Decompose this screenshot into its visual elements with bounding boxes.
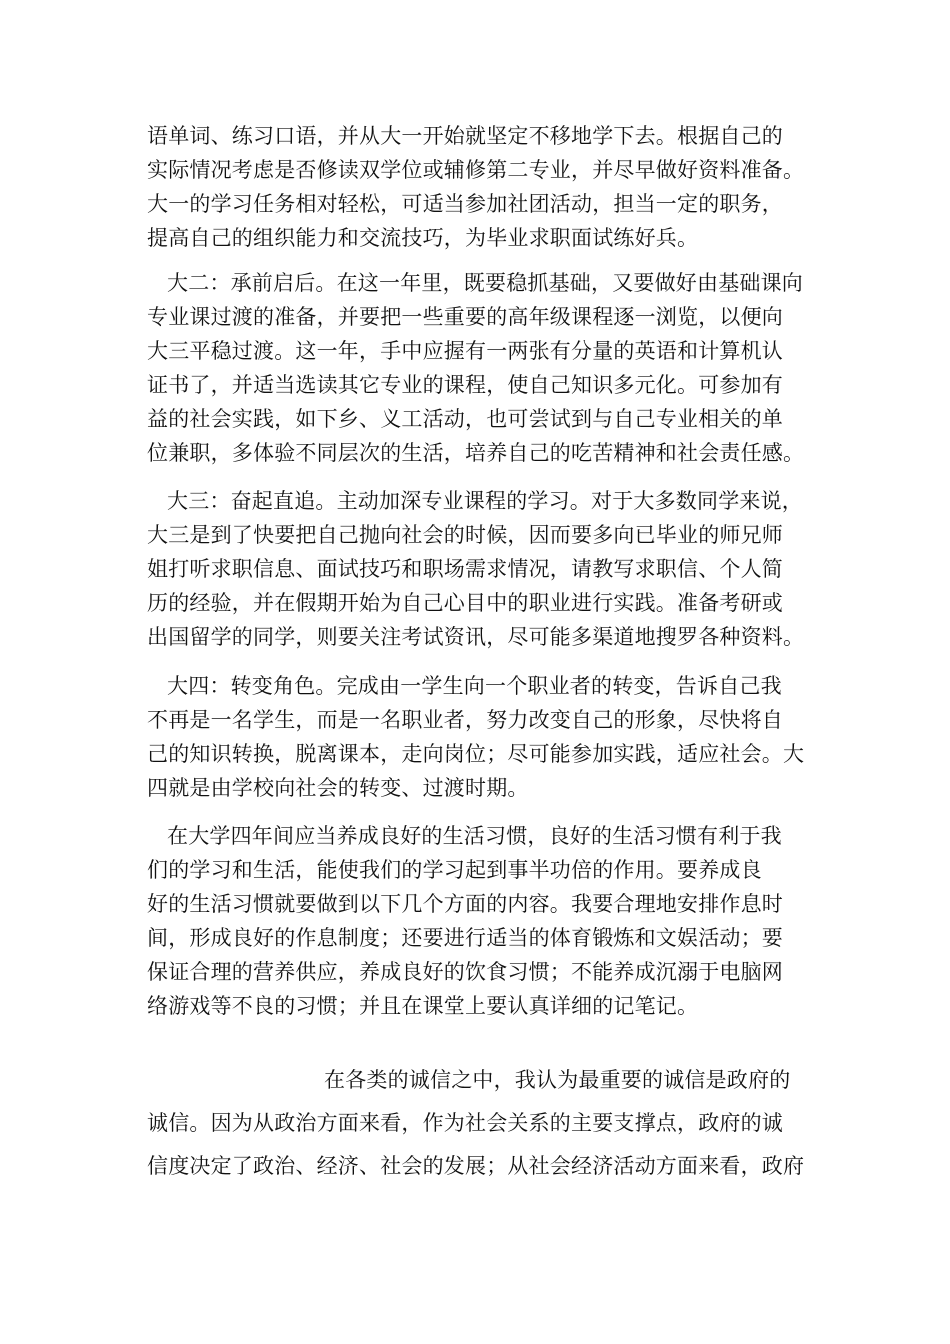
text-line: 四就是由学校向社会的转变、过渡时期。 — [147, 776, 529, 800]
text-line: 不再是一名学生，而是一名职业者，努力改变自己的形象，尽快将自 — [147, 708, 783, 732]
text-line: 诚信。因为从政治方面来看，作为社会关系的主要支撑点，政府的诚 — [147, 1111, 783, 1135]
text-line: 出国留学的同学，则要关注考试资讯，尽可能多渠道地搜罗各种资料。 — [147, 625, 805, 649]
text-line: 好的生活习惯就要做到以下几个方面的内容。我要合理地安排作息时 — [147, 892, 783, 916]
text-line: 大一的学习任务相对轻松，可适当参加社团活动，担当一定的职务， — [147, 192, 783, 216]
text-line: 大四：转变角色。完成由一学生向一个职业者的转变，告诉自己我 — [167, 674, 782, 698]
text-line: 位兼职，多体验不同层次的生活，培养自己的吃苦精神和社会责任感。 — [147, 441, 805, 465]
text-line: 专业课过渡的准备，并要把一些重要的高年级课程逐一浏览，以便向 — [147, 305, 783, 329]
text-line: 信度决定了政治、经济、社会的发展；从社会经济活动方面来看，政府 — [147, 1154, 805, 1178]
text-line: 们的学习和生活，能使我们的学习起到事半功倍的作用。要养成良 — [147, 858, 762, 882]
text-line: 姐打听求职信息、面试技巧和职场需求情况，请教写求职信、个人简 — [147, 557, 783, 581]
text-line: 络游戏等不良的习惯；并且在课堂上要认真详细的记笔记。 — [147, 994, 699, 1018]
text-line: 己的知识转换，脱离课本，走向岗位；尽可能参加实践，适应社会。大 — [147, 742, 805, 766]
text-line: 证书了，并适当选读其它专业的课程，使自己知识多元化。可参加有 — [147, 373, 783, 397]
text-line: 益的社会实践，如下乡、义工活动，也可尝试到与自己专业相关的单 — [147, 407, 783, 431]
text-line: 间，形成良好的作息制度；还要进行适当的体育锻炼和文娱活动；要 — [147, 926, 783, 950]
text-line: 大二：承前启后。在这一年里，既要稳抓基础，又要做好由基础课向 — [167, 271, 803, 295]
text-line: 实际情况考虑是否修读双学位或辅修第二专业，并尽早做好资料准备。 — [147, 158, 805, 182]
text-line: 历的经验，并在假期开始为自己心目中的职业进行实践。准备考研或 — [147, 591, 783, 615]
text-line: 保证合理的营养供应，养成良好的饮食习惯；不能养成沉溺于电脑网 — [147, 960, 783, 984]
text-line: 在各类的诚信之中，我认为最重要的诚信是政府的 — [324, 1068, 791, 1092]
text-line: 大三：奋起直追。主动加深专业课程的学习。对于大多数同学来说， — [167, 489, 803, 513]
text-line: 大三是到了快要把自己抛向社会的时候，因而要多向已毕业的师兄师 — [147, 523, 783, 547]
text-line: 语单词、练习口语，并从大一开始就坚定不移地学下去。根据自己的 — [147, 124, 783, 148]
text-line: 提高自己的组织能力和交流技巧，为毕业求职面试练好兵。 — [147, 226, 699, 250]
text-line: 在大学四年间应当养成良好的生活习惯，良好的生活习惯有利于我 — [167, 824, 782, 848]
text-line: 大三平稳过渡。这一年，手中应握有一两张有分量的英语和计算机认 — [147, 339, 783, 363]
